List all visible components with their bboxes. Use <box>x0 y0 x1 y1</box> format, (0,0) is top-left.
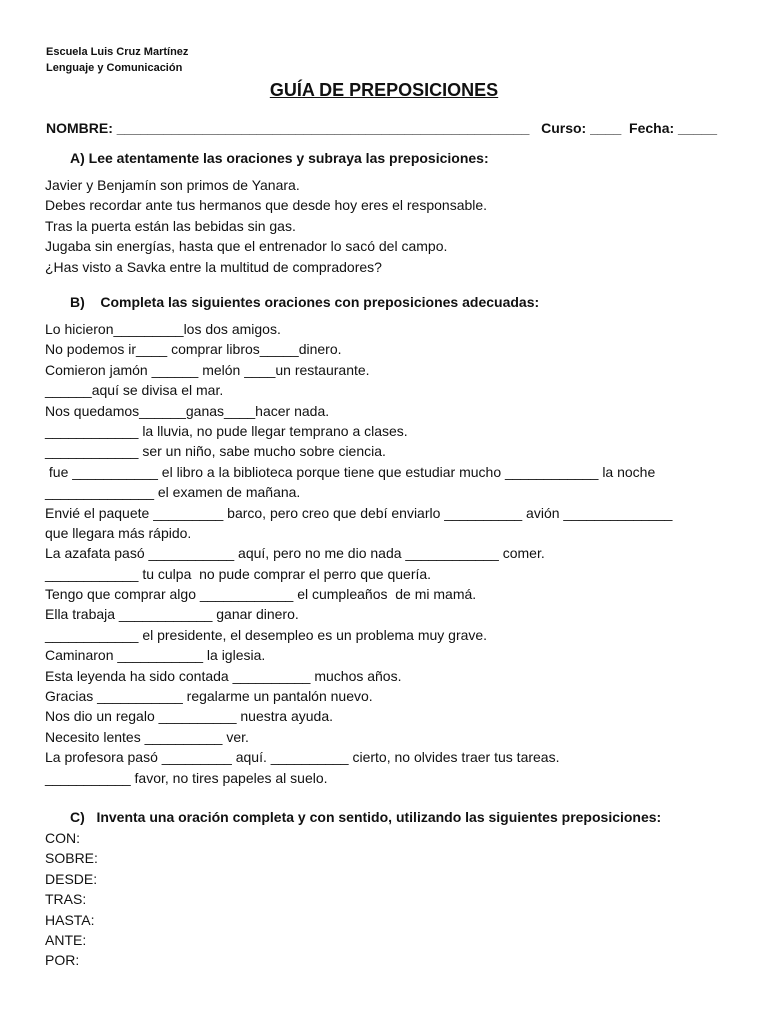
fill-blank-line: ____________ la lluvia, no pude llegar temprano a clases. <box>45 422 408 439</box>
fill-blank-line: ______________ el examen de mañana. <box>45 484 301 501</box>
subject-name: Lenguaje y Comunicación <box>46 62 183 74</box>
fill-blank-line: Lo hicieron_________los dos amigos. <box>45 321 281 337</box>
sentence-line: Debes recordar ante tus hermanos que desde hoy eres el responsable. <box>45 197 488 214</box>
fill-blank-line: La profesora pasó _________ aquí. __________ cierto, no olvides traer tus tareas. <box>45 749 560 766</box>
fill-blank-line: Gracias ___________ regalarme un pantalón nuevo. <box>45 688 373 705</box>
fill-blank-line: ______aquí se divisa el mar. <box>45 382 224 399</box>
fill-blank-line: ____________ tu culpa no pude comprar el perro que quería. <box>45 565 432 582</box>
section-c-prompts <box>45 828 98 971</box>
fill-blank-line: Envié el paquete _________ barco, pero creo que debí enviarlo __________ avión ______________ <box>45 504 673 521</box>
document-header <box>46 44 188 76</box>
student-info-row: NOMBRE: _____________________________________________________ Curso: ____ Fecha: _____ <box>46 120 717 136</box>
preposition-prompt: TRAS: <box>45 891 87 908</box>
sentence-line: ¿Has visto a Savka entre la multitud de compradores? <box>45 258 382 275</box>
preposition-prompt: SOBRE: <box>45 850 98 867</box>
section-a-title: A) Lee atentamente las oraciones y subraya las preposiciones: <box>70 150 489 166</box>
fill-blank-line: Caminaron ___________ la iglesia. <box>45 647 266 664</box>
section-a-sentences <box>45 175 487 277</box>
fill-blank-line: Tengo que comprar algo ____________ el cumpleaños de mi mamá. <box>45 586 477 603</box>
preposition-prompt: DESDE: <box>45 870 98 887</box>
fill-blank-line: No podemos ir____ comprar libros_____dinero. <box>45 341 342 358</box>
fill-blank-line: Esta leyenda ha sido contada __________ muchos años. <box>45 667 402 684</box>
fill-blank-line: que llegara más rápido. <box>45 524 192 541</box>
fill-blank-line: La azafata pasó ___________ aquí, pero no me dio nada ____________ comer. <box>45 545 545 562</box>
fill-blank-line: Ella trabaja ____________ ganar dinero. <box>45 606 299 623</box>
fill-blank-line: Nos dio un regalo __________ nuestra ayuda. <box>45 708 333 725</box>
sentence-line: Javier y Benjamín son primos de Yanara. <box>45 177 300 193</box>
sentence-line: Jugaba sin energías, hasta que el entrenador lo sacó del campo. <box>45 238 448 255</box>
fill-blank-line: ____________ ser un niño, sabe mucho sobre ciencia. <box>45 443 386 460</box>
preposition-prompt: POR: <box>45 952 80 969</box>
fill-blank-line: Nos quedamos______ganas____hacer nada. <box>45 402 330 419</box>
page-title: GUÍA DE PREPOSICIONES <box>269 80 499 100</box>
fill-blank-line: Comieron jamón ______ melón ____un restaurante. <box>45 361 370 378</box>
fill-blank-line: ____________ el presidente, el desempleo es un problema muy grave. <box>45 626 488 643</box>
section-c-title: C) Inventa una oración completa y con sentido, utilizando las siguientes preposiciones: <box>70 809 662 825</box>
preposition-prompt: ANTE: <box>45 931 87 948</box>
preposition-prompt: CON: <box>45 830 80 846</box>
fill-blank-line: fue ___________ el libro a la biblioteca porque tiene que estudiar mucho ____________ la noche <box>45 463 656 480</box>
section-b-title: B) Completa las siguientes oraciones con preposiciones adecuadas: <box>70 294 540 310</box>
sentence-line: Tras la puerta están las bebidas sin gas. <box>45 217 296 234</box>
school-name: Escuela Luis Cruz Martínez <box>46 46 189 58</box>
section-b-sentences <box>45 319 672 788</box>
fill-blank-line: ___________ favor, no tires papeles al suelo. <box>45 769 328 786</box>
preposition-prompt: HASTA: <box>45 911 95 928</box>
fill-blank-line: Necesito lentes __________ ver. <box>45 728 249 745</box>
